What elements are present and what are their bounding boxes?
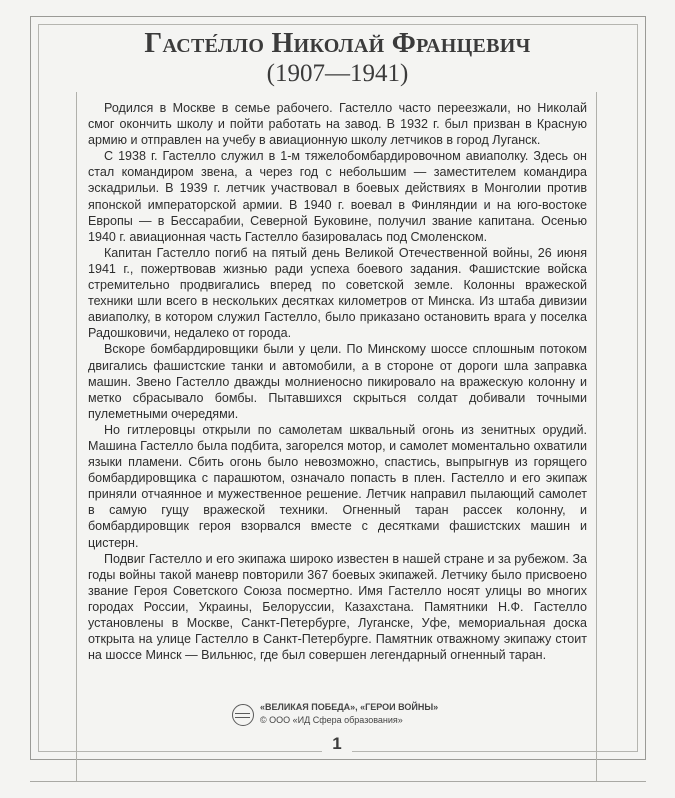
paragraph: Капитан Гастелло погиб на пятый день Великой Отечественной войны, 26 июня 1941 г., пожертвовав жизнью ради успеха боевого задания. Фашистские войска стремительно продвигались вперед по советской земле. Колонны вражеской техники шли всего в нескольких десятках километров от Минска. Из штаба дивизии авиаполку, в котором служил Гастелло, было приказано остановить врага у поселка Радошковичи, недалеко от города. — [88, 245, 587, 341]
series-name: «ВЕЛИКАЯ ПОБЕДА», «ГЕРОИ ВОЙНЫ» — [260, 702, 439, 712]
paragraph: Но гитлеровцы открыли по самолетам шквальный огонь из зенитных орудий. Машина Гастелло была подбита, загорелся мотор, и самолет моментально охватили языки пламени. Сбить огонь было невозможно, спастись, выпрыгнув из горящего бомбардировщика с парашютом, означало попасть в плен. Гастелло и его экипаж приняли отчаянное и мужественное решение. Летчик направил пылающий самолет в самую гущу вражеской техники. Огненный таран рассек колонну, и бомбардировщик героя взорвался вместе с десятками фашистских машин и цистерн. — [88, 422, 587, 550]
article-body — [88, 100, 587, 663]
publisher-logo-icon — [232, 704, 254, 726]
footer — [232, 700, 472, 730]
page-number: 1 — [332, 734, 342, 753]
paragraph: Вскоре бомбардировщики были у цели. По Минскому шоссе сплошным потоком двигались фашистские танки и автомобили, а в стороне от дороги шла заправка машин. Звено Гастелло дважды молниеносно пикировало на вражескую колонну и метко сбрасывало бомбы. Пытавшихся скрыться солдат добивали точными пулеметными очередями. — [88, 342, 587, 421]
page-title: Гасте́лло Николай Францевич — [144, 28, 531, 59]
right-frame-line — [596, 92, 597, 782]
left-frame-line — [76, 92, 77, 782]
publisher-copyright: © ООО «ИД Сфера образования» — [260, 715, 403, 725]
page-number-box — [322, 733, 352, 759]
paragraph: Подвиг Гастелло и его экипажа широко известен в нашей стране и за рубежом. За годы войны такой маневр повторили 367 боевых экипажей. Летчику было присвоено звание Героя Советского Союза посмертно. Имя Гастелло носят улицы во многих городах России, Украины, Белоруссии, Казахстана. Памятники Н.Ф. Гастелло установлены в Москве, Санкт-Петербурге, Луганске, Уфе, мемориальная доска открыта на улице Гастелло в Санкт-Петербурге. Памятник отважному экипажу стоит на шоссе Минск — Вильнюс, где был совершен легендарный огненный таран. — [88, 551, 587, 663]
paragraph: Родился в Москве в семье рабочего. Гастелло часто переезжали, но Николай смог окончить школу и пойти работать на завод. В 1932 г. был призван в Красную армию и отправлен на учебу в авиационную школу летчиков в город Луганск. — [88, 101, 587, 148]
bottom-frame-line — [30, 781, 646, 782]
paragraph: С 1938 г. Гастелло служил в 1-м тяжелобомбардировочном авиаполку. Здесь он стал командиром звена, а через год с небольшим — заместителем командира эскадрильи. В 1939 г. летчик участвовал в боевых действиях в Монголии против японской императорской армии. В 1940 г. воевал в Финляндии и на юго-востоке Европы — в Бессарабии, Северной Буковине, получил звание капитана. Осенью 1940 г. авиационная часть Гастелло базировалась под Смоленском. — [88, 149, 587, 244]
life-years: (1907—1941) — [266, 60, 409, 87]
